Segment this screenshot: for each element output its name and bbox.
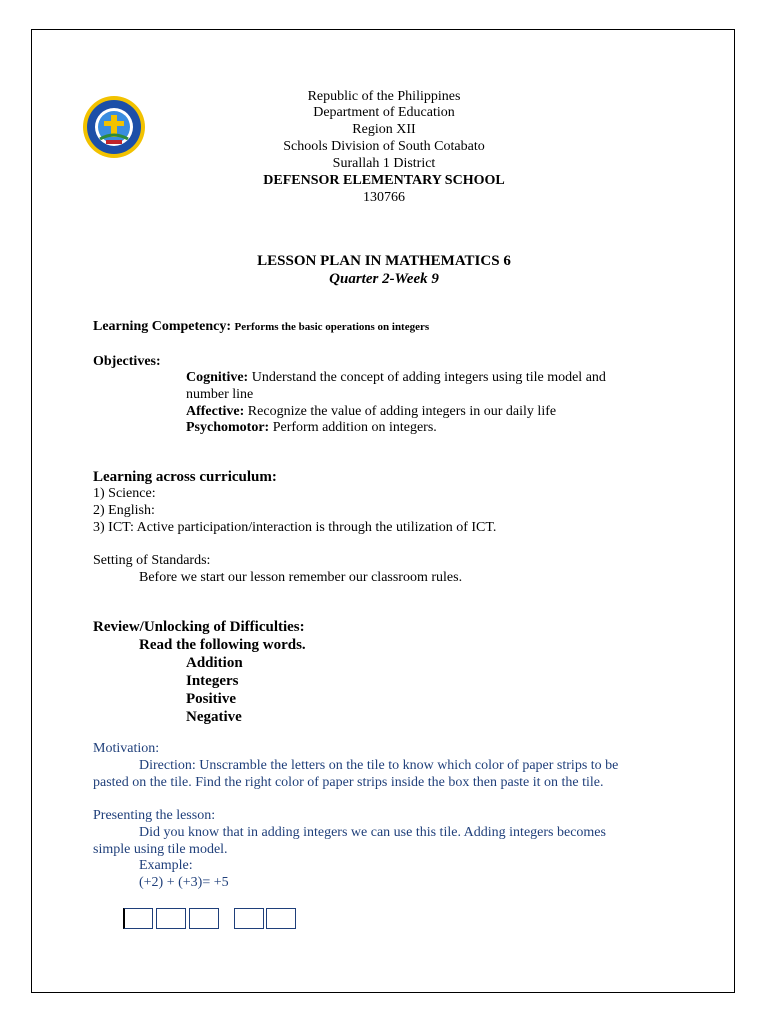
header-division: Schools Division of South Cotabato [283,139,485,154]
header-republic: Republic of the Philippines [307,89,461,104]
affective-text: Recognize the value of adding integers in our daily life [247,404,557,419]
presenting-line2: simple using tile model. [93,842,228,857]
psychomotor-text: Perform addition on integers. [272,420,437,435]
example-label: Example: [139,858,193,873]
competency-text: Performs the basic operations on integers [234,321,430,333]
review-word-positive: Positive [186,691,236,707]
header-district: Surallah 1 District [332,156,436,171]
objectives-heading: Objectives: [93,354,161,369]
learning-competency [93,318,429,335]
header-school-name: DEFENSOR ELEMENTARY SCHOOL [263,173,505,188]
cognitive-label: Cognitive: [186,370,249,385]
motivation-direction-line1: Direction: Unscramble the letters on the tile to know which color of paper strips to be [139,758,619,773]
tile-box [189,908,219,929]
objective-psychomotor [186,419,437,436]
curriculum-item-ict: 3) ICT: Active participation/interaction is through the utilization of ICT. [93,520,497,535]
curriculum-heading: Learning across curriculum: [93,469,277,485]
objective-affective [186,403,556,420]
example-equation: (+2) + (+3)= +5 [139,875,229,890]
review-instruction: Read the following words. [139,637,306,653]
cognitive-text-continued: number line [186,387,254,402]
standards-heading: Setting of Standards: [93,553,211,568]
motivation-heading: Motivation: [93,741,160,756]
lesson-title: LESSON PLAN IN MATHEMATICS 6 [257,253,511,269]
curriculum-item-science: 1) Science: [93,486,156,501]
presenting-line1: Did you know that in adding integers we can use this tile. Adding integers becomes [139,825,606,840]
standards-text: Before we start our lesson remember our classroom rules. [139,570,463,585]
motivation-direction-line2: pasted on the tile. Find the right color of paper strips inside the box then paste it on the tile. [93,775,604,790]
tile-box [156,908,186,929]
header-department: Department of Education [313,105,455,120]
competency-label: Learning Competency: [93,319,232,334]
header-school-id: 130766 [363,190,405,205]
review-word-addition: Addition [186,655,243,671]
lesson-quarter: Quarter 2-Week 9 [329,271,439,287]
affective-label: Affective: [186,404,245,419]
curriculum-item-english: 2) English: [93,503,155,518]
presenting-heading: Presenting the lesson: [93,808,216,823]
header-region: Region XII [352,122,416,137]
review-word-integers: Integers [186,673,239,689]
review-word-negative: Negative [186,709,242,725]
tile-box [266,908,296,929]
tile-box [234,908,264,929]
objective-cognitive [186,369,606,386]
psychomotor-label: Psychomotor: [186,420,270,435]
review-heading: Review/Unlocking of Difficulties: [93,619,305,635]
cognitive-text: Understand the concept of adding integers using tile model and [251,370,606,385]
tile-box [123,908,153,929]
